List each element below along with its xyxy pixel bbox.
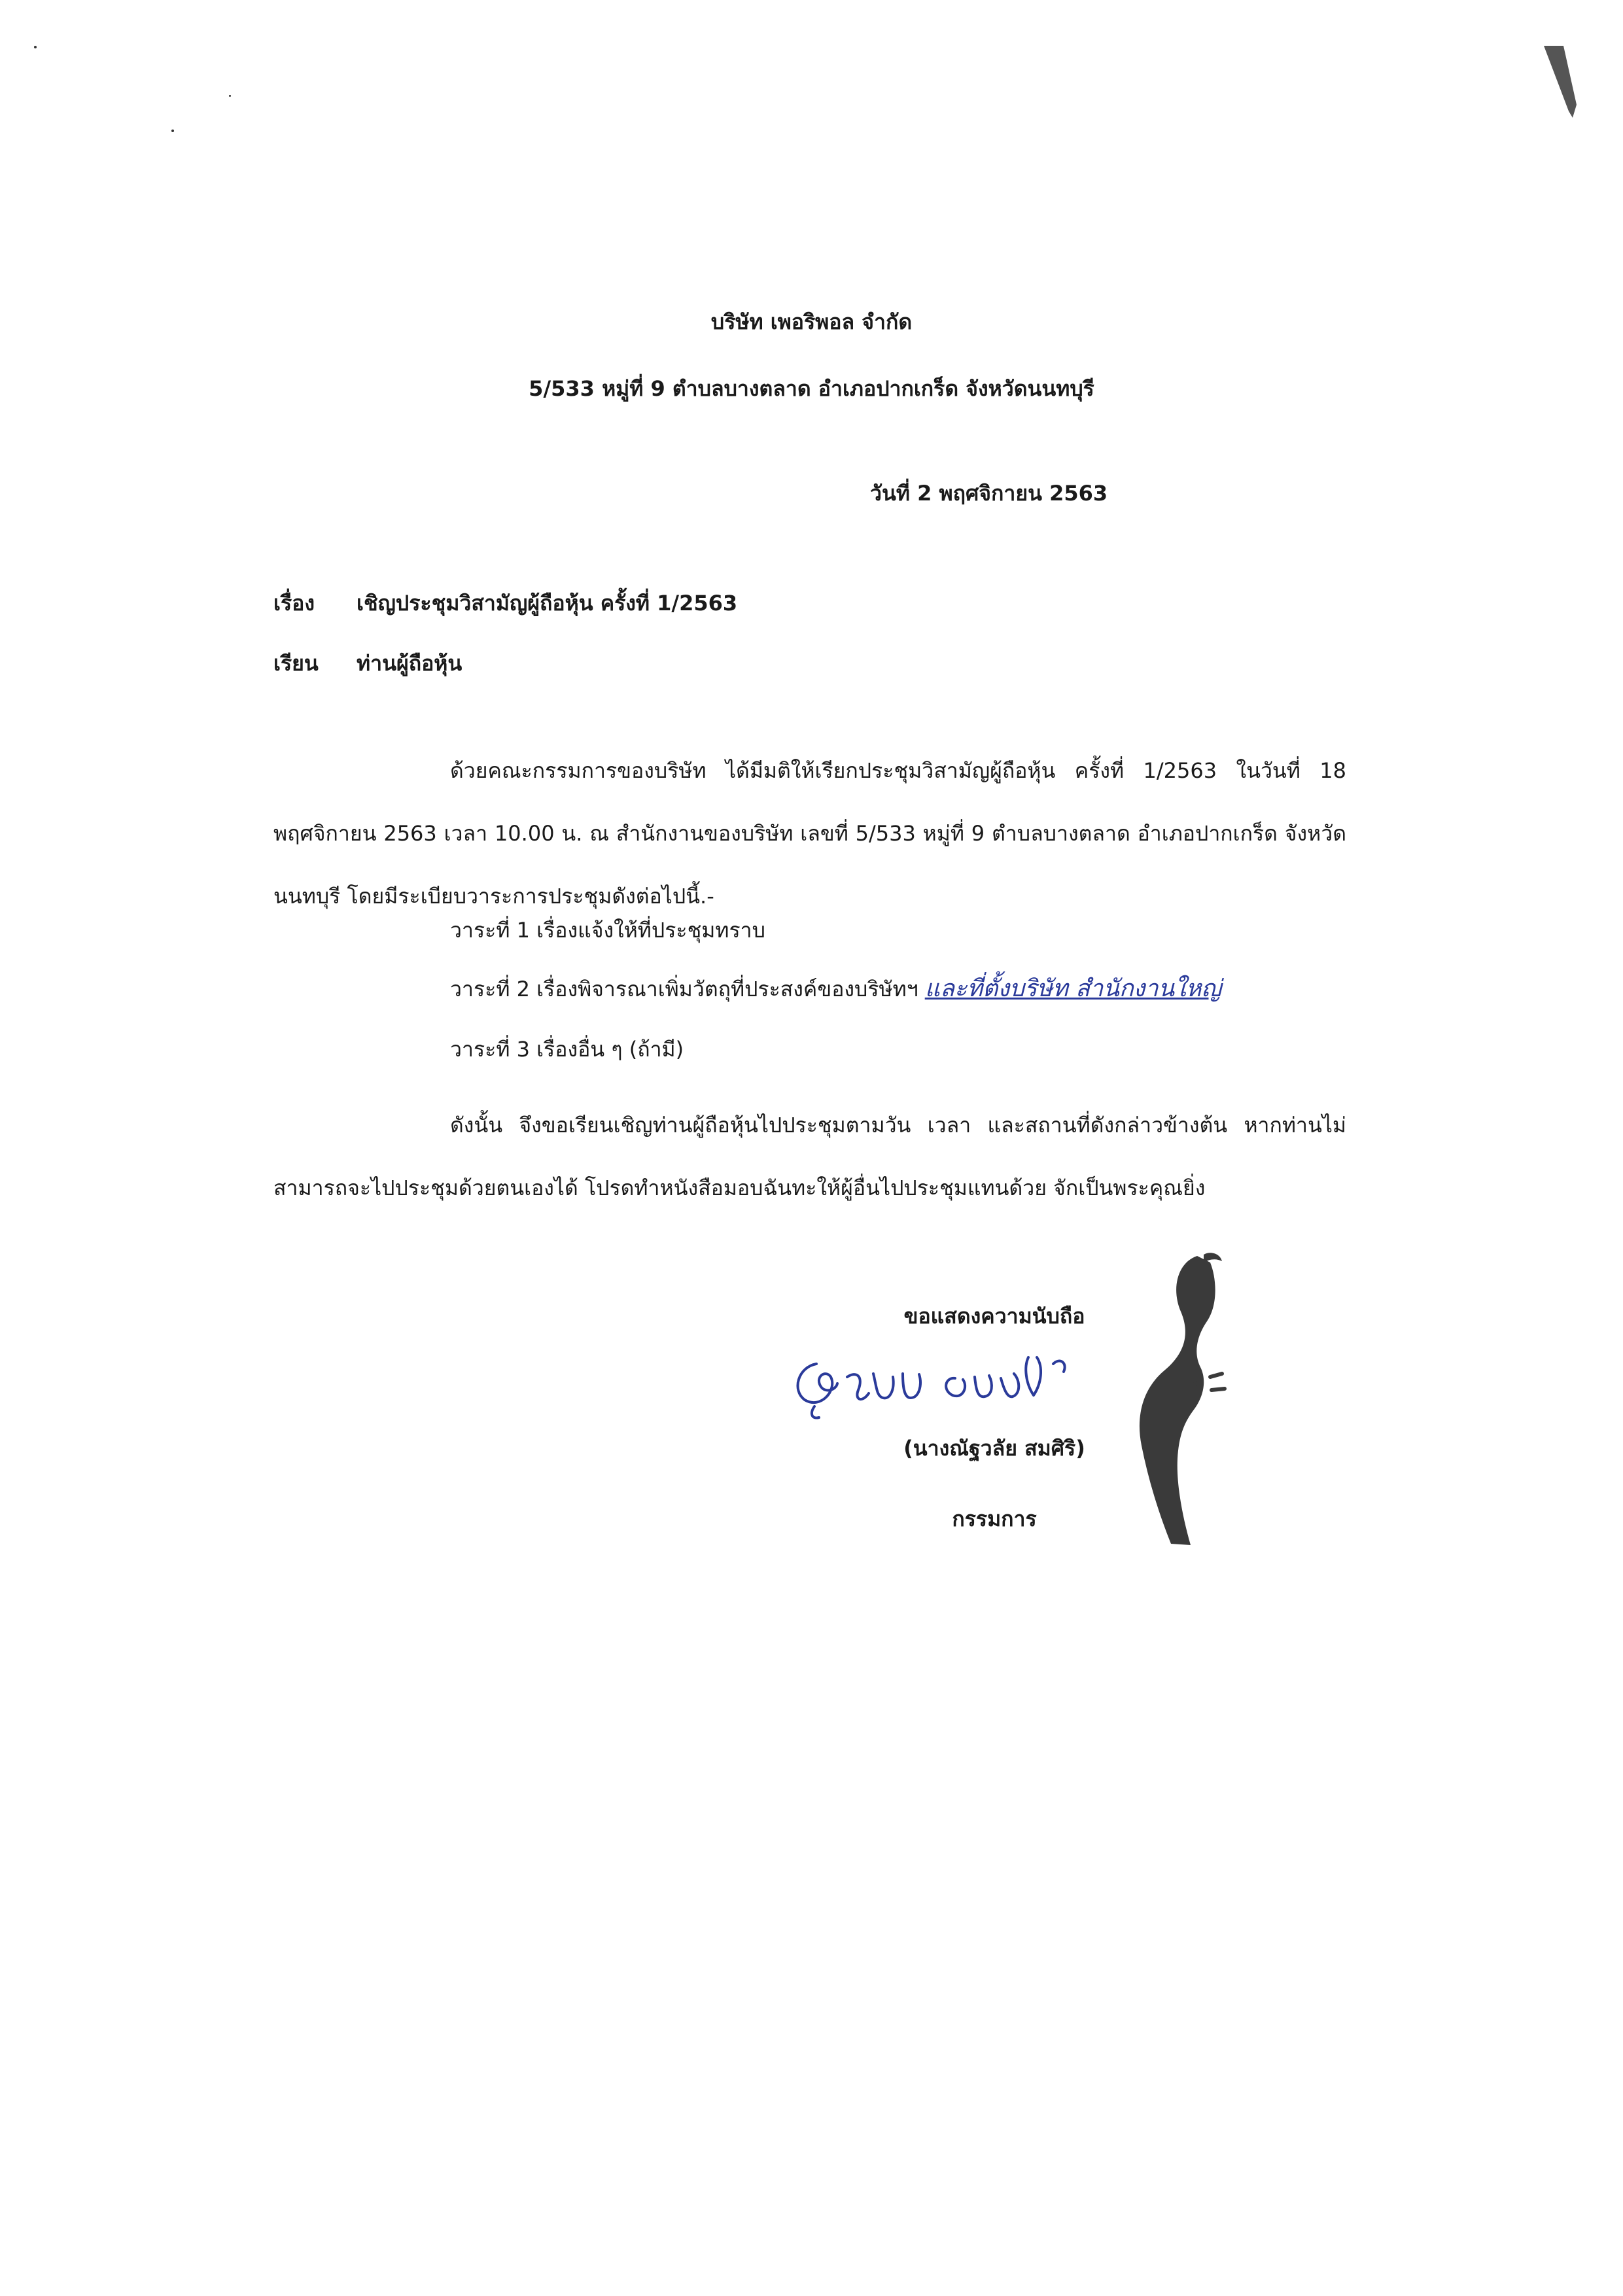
scan-speck xyxy=(229,95,231,97)
signatory-position: กรรมการ xyxy=(952,1506,1037,1531)
agenda-item-2-text: วาระที่ 2 เรื่องพิจารณาเพิ่มวัตถุที่ประสงค์ของบริษัทฯ xyxy=(450,977,918,1001)
signatory-name: (นางณัฐวลัย สมศิริ) xyxy=(903,1436,1085,1461)
agenda-item-3: วาระที่ 3 เรื่องอื่น ๆ (ถ้ามี) xyxy=(450,1037,684,1062)
company-address: 5/533 หมู่ที่ 9 ตำบลบางตลาด อำเภอปากเกร็ด จังหวัดนนทบุรี xyxy=(529,376,1094,401)
subject-text: เชิญประชุมวิสามัญผู้ถือหุ้น ครั้งที่ 1/2563 xyxy=(357,591,738,616)
scan-speck xyxy=(171,130,174,132)
salutation: ขอแสดงความนับถือ xyxy=(903,1304,1085,1329)
agenda-item-1: วาระที่ 1 เรื่องแจ้งให้ที่ประชุมทราบ xyxy=(450,918,765,943)
company-name: บริษัท เพอริพอล จำกัด xyxy=(710,309,913,334)
recipient-label: เรียน xyxy=(273,651,319,676)
agenda-item-2-handwritten-note: และที่ตั้งบริษัท สำนักงานใหญ่ xyxy=(924,975,1222,1002)
company-seal-mark xyxy=(1112,1249,1236,1550)
handwritten-signature xyxy=(785,1338,1112,1423)
agenda-item-2 xyxy=(450,975,1221,1003)
scan-corner-mark xyxy=(1544,46,1583,118)
subject-label: เรื่อง xyxy=(273,591,315,616)
recipient-text: ท่านผู้ถือหุ้น xyxy=(357,651,462,676)
scan-speck xyxy=(34,46,37,48)
intro-paragraph: ด้วยคณะกรรมการของบริษัท ได้มีมติให้เรียกประชุมวิสามัญผู้ถือหุ้น ครั้งที่ 1/2563 ในวันที่ 18 พฤศจิกายน 2563 เวลา 10.00 น. ณ สำนักงานของบริษัท เลขที่ 5/533 หมู่ที่ 9 ตำบลบางตลาด อำเภอปากเกร็ด จังหวัดนนทบุรี โดยมีระเบียบวาระการประชุมดังต่อไปนี้.- xyxy=(273,758,1346,909)
closing-paragraph: ดังนั้น จึงขอเรียนเชิญท่านผู้ถือหุ้นไปประชุมตามวัน เวลา และสถานที่ดังกล่าวข้างต้น หากท่านไม่สามารถจะไปประชุมด้วยตนเองได้ โปรดทำหนังสือมอบฉันทะให้ผู้อื่นไปประชุมแทนด้วย จักเป็นพระคุณยิ่ง xyxy=(273,1113,1346,1200)
letter-date: วันที่ 2 พฤศจิกายน 2563 xyxy=(870,481,1108,506)
